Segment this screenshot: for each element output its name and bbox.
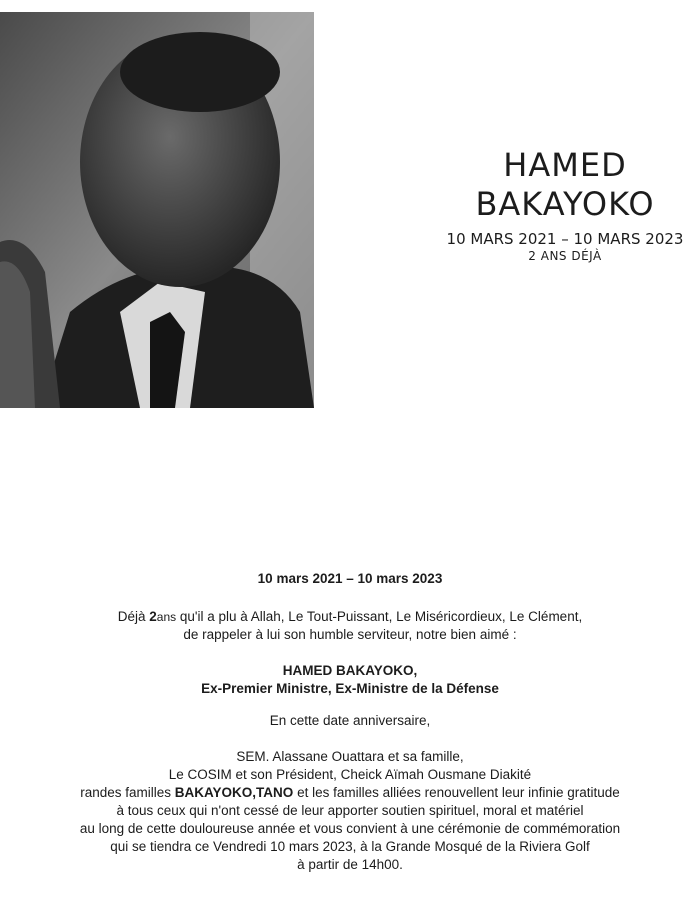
intro-prefix: Déjà: [117, 609, 150, 624]
header-since: 2 ANS DÉJÀ: [528, 249, 602, 263]
intro-line-2: de rappeler à lui son humble serviteur, notre bien aimé :: [183, 627, 517, 642]
families-rest: et les familles alliées renouvellent leur infinie gratitude: [293, 785, 620, 800]
deceased-title: Ex-Premier Ministre, Ex-Ministre de la Défense: [201, 681, 499, 696]
sem-line: SEM. Alassane Ouattara et sa famille,: [236, 749, 464, 764]
portrait-photo: [0, 12, 314, 408]
intro-rest: qu'il a plu à Allah, Le Tout-Puissant, Le Miséricordieux, Le Clément,: [176, 609, 583, 624]
families-line: [0, 784, 700, 802]
families-names: BAKAYOKO,TANO: [174, 785, 294, 800]
header-block: [430, 146, 700, 264]
anniversary-line: En cette date anniversaire,: [269, 713, 431, 728]
time-line: à partir de 14h00.: [297, 857, 403, 872]
families-prefix: randes familles: [80, 785, 175, 800]
intro-line-1: [0, 608, 700, 626]
name-line-first: HAMED: [503, 146, 627, 184]
support-line: à tous ceux qui n'ont cessé de leur apporter soutien spirituel, moral et matériel: [116, 803, 584, 818]
name-line-last: BAKAYOKO: [475, 185, 655, 223]
venue-line: qui se tiendra ce Vendredi 10 mars 2023, à la Grande Mosqué de la Riviera Golf: [110, 839, 590, 854]
intro-number: 2: [149, 609, 157, 624]
deceased-name: HAMED BAKAYOKO,: [282, 663, 418, 678]
announcement-body: [0, 570, 700, 874]
cosim-line: Le COSIM et son Président, Cheick Aïmah Ousmane Diakité: [168, 767, 532, 782]
intro-ans: ans: [156, 610, 177, 624]
year-line: au long de cette douloureuse année et vous convient à une cérémonie de commémoration: [79, 821, 621, 836]
portrait-illustration: [0, 12, 314, 408]
header-dates: 10 MARS 2021 – 10 MARS 2023: [446, 230, 684, 248]
body-date-line: 10 mars 2021 – 10 mars 2023: [257, 571, 443, 586]
